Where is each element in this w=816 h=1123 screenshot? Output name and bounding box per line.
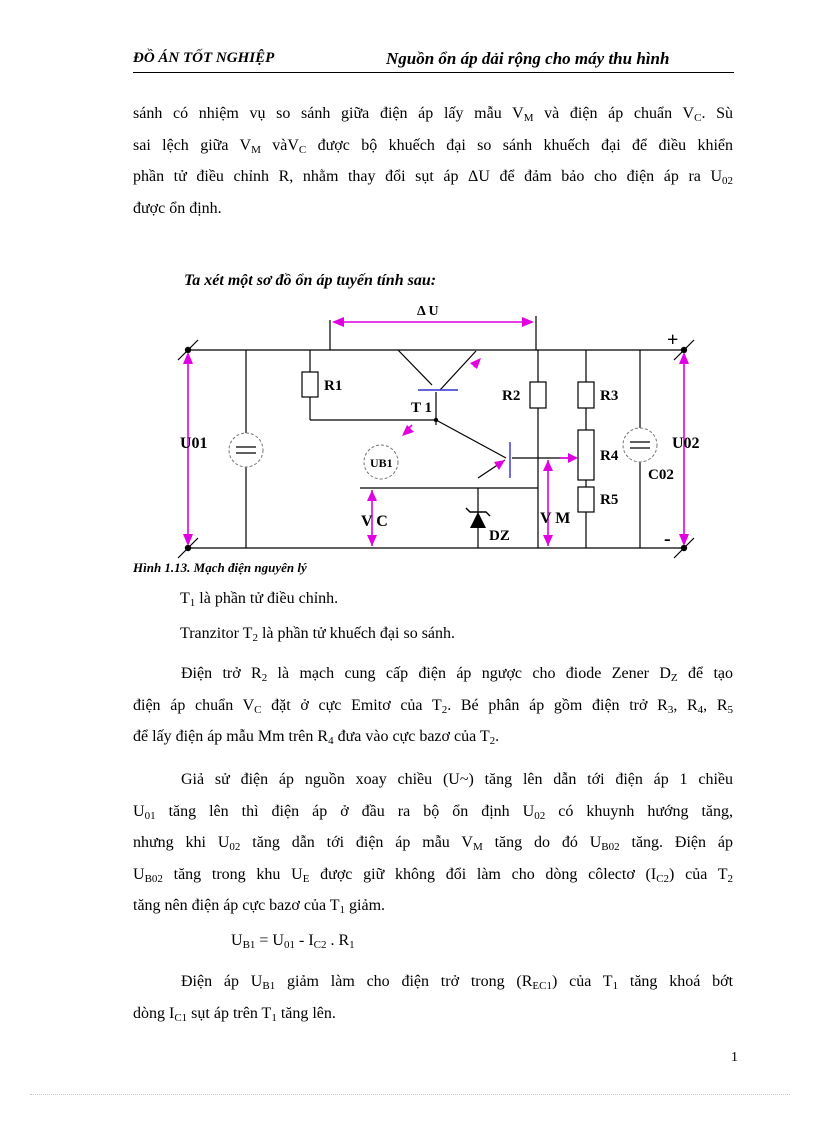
subscript: B02	[601, 841, 620, 854]
subscript: Z	[670, 672, 678, 684]
text-run: . Sù	[701, 105, 734, 122]
text-run: tăng trong khu U	[162, 865, 303, 883]
formula-ub1	[231, 932, 355, 950]
intro-line-4: được ổn định.	[133, 199, 222, 217]
label-r1: R1	[324, 378, 343, 394]
p3-line-3	[133, 721, 733, 753]
text-run: điện áp chuẩn V	[133, 696, 255, 714]
text-run: để lấy điện áp mẫu Mm trên R	[133, 728, 329, 746]
label-ub1: UB1	[370, 456, 393, 470]
text-run: dòng I	[133, 1004, 175, 1022]
subscript: B1	[262, 980, 276, 992]
subscript: 02	[229, 841, 241, 854]
text-run: phần tử điều chỉnh R, nhằm thay đổi sụt áp ΔU để đảm bảo cho điện áp ra U	[133, 168, 722, 186]
subscript: 02	[534, 809, 546, 822]
text-run: ) của T	[669, 865, 728, 883]
subscript: 02	[722, 175, 733, 188]
text-run: được bộ khuếch đại so sánh khuếch đại để điều khiển	[306, 136, 734, 154]
subscript: 1	[189, 597, 196, 609]
subscript: 4	[697, 703, 704, 716]
p5-line-2	[133, 998, 733, 1030]
text-run: giảm làm cho điện trở trong (R	[275, 973, 533, 990]
text-run: nhưng khi U	[133, 834, 230, 852]
text-run: có khuynh hướng tăng,	[545, 802, 734, 820]
text-run: đưa vào cực bazơ của T	[333, 728, 490, 746]
subscript: 01	[144, 809, 156, 822]
subscript: EC1	[532, 980, 552, 992]
text-run: Tranzitor T	[180, 625, 253, 642]
header-right: Nguồn ổn áp dải rộng cho máy thu hình	[386, 49, 670, 68]
text-run: .	[495, 728, 500, 746]
voltage-arrows	[188, 322, 684, 546]
resistor-r1	[302, 372, 318, 397]
subscript: M	[472, 841, 483, 854]
subscript: C2	[313, 939, 327, 951]
resistor-r2	[530, 382, 546, 408]
text-run: ) của T	[551, 973, 613, 990]
label-plus: +	[667, 329, 679, 351]
text-run: U	[133, 802, 145, 820]
paragraph-operation	[133, 764, 733, 922]
page-number: 1	[731, 1050, 738, 1065]
label-r2: R2	[502, 388, 521, 404]
text-run: được giữ không đổi làm cho dòng côlectơ (I	[309, 865, 657, 883]
text-run: . R	[326, 932, 350, 949]
text-run: đặt ở cực Emitơ của T	[261, 696, 442, 714]
subscript: 1	[349, 939, 355, 951]
text-run: - I	[294, 932, 314, 949]
text-run: Điện trở R	[181, 665, 262, 682]
p4-line-2	[133, 796, 733, 828]
t1-line	[180, 590, 338, 608]
subscript: 3	[667, 703, 674, 716]
paragraph-zener	[133, 658, 733, 753]
subscript: 2	[489, 735, 496, 748]
subscript: C1	[174, 1011, 188, 1024]
text-run: là phần tử điều chỉnh.	[195, 590, 339, 607]
text-run: là mạch cung cấp điện áp ngược cho điode Zener D	[267, 665, 671, 682]
subscript: 01	[283, 939, 295, 951]
text-run: tăng do đó U	[482, 834, 602, 852]
text-run: , R	[703, 696, 728, 714]
label-vm: V M	[540, 510, 571, 527]
subscript: 2	[441, 703, 448, 716]
label-r3: R3	[600, 388, 619, 404]
text-run: U	[231, 932, 243, 949]
resistor-r5	[578, 487, 594, 512]
label-dz: DZ	[489, 528, 510, 544]
subscript: 1	[271, 1011, 277, 1024]
arrow-heads	[183, 317, 689, 546]
label-r5: R5	[600, 492, 619, 508]
text-run: tăng nên điện áp cực bazơ của T	[133, 897, 340, 915]
header-left: ĐỒ ÁN TỐT NGHIỆP	[133, 50, 275, 66]
text-run: , R	[673, 696, 698, 714]
text-run: tăng lên.	[276, 1004, 336, 1022]
figure-caption: Hình 1.13. Mạch điện nguyên lý	[133, 560, 307, 575]
text-run: giảm.	[345, 897, 386, 915]
p5-line-1	[133, 966, 733, 998]
label-delta-u: Δ U	[417, 304, 439, 319]
text-run: . Bé phân áp gồm điện trở R	[447, 696, 668, 714]
label-r4: R4	[600, 448, 619, 464]
subscript: 2	[252, 632, 258, 644]
text-run: tăng lên thì điện áp ở đầu ra bộ ổn định U	[155, 802, 535, 820]
text-run: vàV	[260, 136, 299, 154]
label-c02: C02	[648, 467, 674, 483]
text-run: sai lệch giữa V	[133, 136, 252, 154]
label-t1: T 1	[411, 400, 432, 416]
subscript: 5	[727, 703, 734, 716]
circuit-subtitle: Ta xét một sơ đồ ổn áp tuyến tính sau:	[184, 272, 437, 289]
p3-line-1	[133, 658, 733, 690]
subscript: 1	[339, 904, 346, 917]
text-run: Điện áp U	[181, 973, 263, 990]
text-run: để tạo	[677, 665, 733, 682]
subscript: 2	[727, 872, 734, 885]
p4-line-3	[133, 827, 733, 859]
text-run: T	[180, 590, 190, 607]
subscript: 2	[261, 672, 268, 684]
subscript: B1	[242, 939, 256, 951]
input-capacitor	[229, 433, 263, 467]
p4-line-1: Giả sử điện áp nguồn xoay chiều (U~) tăng lên dẫn tới điện áp 1 chiều	[181, 771, 733, 788]
subscript: E	[302, 872, 310, 885]
text-run: U	[133, 865, 145, 883]
text-run: sụt áp trên T	[187, 1004, 272, 1022]
label-minus: -	[664, 528, 671, 550]
subscript: C	[298, 143, 307, 156]
subscript: M	[523, 112, 534, 124]
text-run: = U	[255, 932, 284, 949]
text-run: tăng dẫn tới điện áp mẫu V	[240, 834, 473, 852]
text-run: tăng khoá bớt	[618, 973, 734, 990]
subscript: 1	[612, 980, 619, 992]
subscript: C2	[656, 872, 670, 885]
p3-line-2	[133, 690, 733, 722]
t2-line	[180, 625, 455, 643]
paragraph-conclusion	[133, 966, 733, 1029]
label-u02: U02	[672, 435, 700, 452]
subscript: B02	[144, 872, 163, 885]
resistor-r4	[578, 430, 594, 480]
p4-line-5	[133, 890, 733, 922]
label-vc: V C	[361, 513, 388, 530]
subscript: 4	[328, 735, 334, 748]
text-run: là phần tử khuếch đại so sánh.	[257, 625, 456, 642]
resistor-r3	[578, 382, 594, 408]
subscript: C	[694, 112, 702, 124]
subscript: M	[251, 143, 261, 156]
text-run: và điện áp chuẩn V	[533, 105, 695, 122]
text-run: tăng. Điện áp	[619, 834, 733, 852]
p4-line-4	[133, 859, 733, 891]
output-capacitor-c02	[623, 428, 657, 462]
text-run: sánh có nhiệm vụ so sánh giữa điện áp lấy mẫu V	[133, 105, 524, 122]
label-u01: U01	[180, 435, 208, 452]
subscript: C	[254, 703, 262, 716]
footer-rule	[30, 1094, 790, 1095]
